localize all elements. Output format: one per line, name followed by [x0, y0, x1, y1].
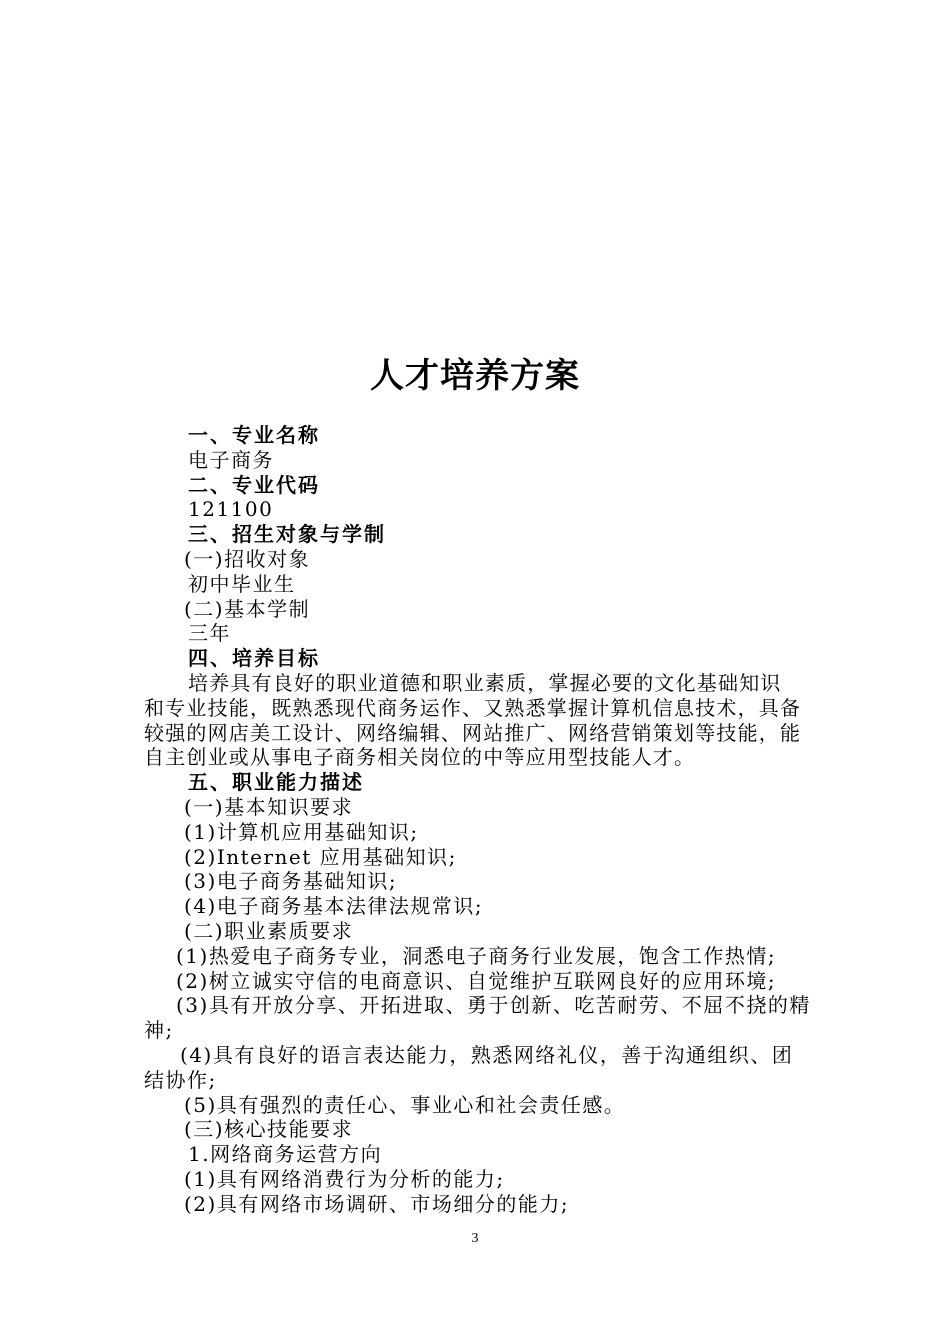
paragraph-line: 自主创业或从事电子商务相关岗位的中等应用型技能人才。	[144, 745, 696, 770]
text-line: 电子商务	[188, 447, 274, 472]
text-line: 结协作;	[144, 1067, 217, 1092]
text-line: 初中毕业生	[188, 571, 296, 596]
text-line: (二)基本学制	[184, 596, 311, 621]
text-line: (2)树立诚实守信的电商意识、自觉维护互联网良好的应用环境;	[176, 968, 777, 993]
text-line: (1)计算机应用基础知识;	[184, 819, 419, 844]
text-line: (1)热爱电子商务专业，洞悉电子商务行业发展，饱含工作热情;	[176, 943, 777, 968]
text-line: (3)具有开放分享、开拓进取、勇于创新、吃苦耐劳、不屈不挠的精	[176, 993, 811, 1018]
section-heading: 五、职业能力描述	[188, 770, 364, 795]
paragraph-line: 较强的网店美工设计、网络编辑、网站推广、网络营销策划等技能，能	[144, 720, 802, 745]
text-line: 121100	[188, 497, 274, 522]
paragraph-line: 培养具有良好的职业道德和职业素质，掌握必要的文化基础知识	[188, 670, 782, 695]
text-line: (4)具有良好的语言表达能力，熟悉网络礼仪，善于沟通组织、团	[180, 1042, 794, 1067]
text-line: (二)职业素质要求	[184, 918, 354, 943]
text-line: (2)具有网络市场调研、市场细分的能力;	[184, 1191, 570, 1216]
text-line: 神;	[144, 1018, 174, 1043]
section-lines-1	[144, 423, 808, 671]
objective-paragraph	[144, 671, 808, 770]
section-heading: 二、专业代码	[188, 472, 320, 497]
section-lines-2	[144, 770, 811, 1216]
text-line: (一)基本知识要求	[184, 794, 354, 819]
section-heading: 三、招生对象与学制	[188, 522, 386, 547]
document-body	[144, 423, 811, 1217]
text-line: (4)电子商务基本法律法规常识;	[184, 894, 484, 919]
page-number: 3	[471, 1231, 479, 1246]
section-heading: 一、专业名称	[188, 423, 320, 447]
text-line: 三年	[188, 621, 231, 646]
document-title: 人才培养方案	[370, 356, 580, 396]
section-heading: 四、培养目标	[188, 646, 320, 671]
paragraph-line: 和专业技能，既熟悉现代商务运作、又熟悉掌握计算机信息技术，具备	[144, 695, 802, 720]
text-line: 1.网络商务运营方向	[188, 1142, 383, 1167]
text-line: (三)核心技能要求	[184, 1117, 354, 1142]
text-line: (1)具有网络消费行为分析的能力;	[184, 1166, 505, 1191]
text-line: (5)具有强烈的责任心、事业心和社会责任感。	[184, 1092, 626, 1117]
text-line: (3)电子商务基础知识;	[184, 869, 398, 894]
text-line: (一)招收对象	[184, 546, 311, 571]
text-line: (2)Internet 应用基础知识;	[184, 844, 457, 869]
